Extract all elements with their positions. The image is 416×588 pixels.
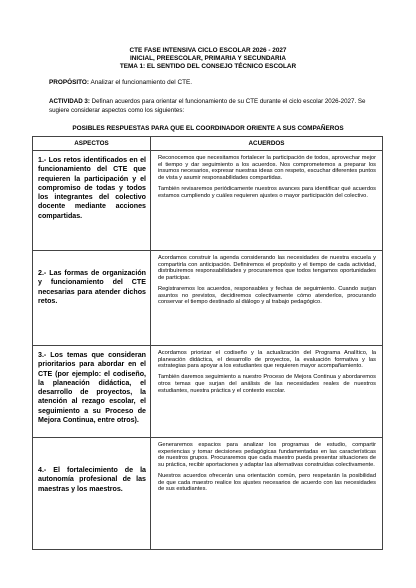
agreement-paragraph: También revisaremos periódicamente nuestros avances para identificar qué acuerdos estamos cumpliendo y cuáles requieren ajustes o mayor participación del colectivo.: [158, 185, 376, 199]
agreement-cell: [151, 438, 383, 550]
table-row: [33, 251, 383, 346]
header-line-3: TEMA 1: EL SENTIDO DEL CONSEJO TÉCNICO ESCOLAR: [119, 63, 297, 70]
agreement-paragraph: Generaremos espacios para analizar los programas de estudio, compartir experiencias y tomar decisiones pedagógicas fundamentadas en las características de nuestros grupos. Procuraremos que cada maestro pueda presentar situaciones de su práctica, recibir aportaciones y adaptar las alternativas construidas colectivamente.: [158, 442, 376, 469]
column-header-aspectos: ASPECTOS: [33, 137, 151, 151]
agreement-paragraph: Nuestros acuerdos ofrecerán una orientación común, pero respetarán la posibilidad de que cada maestro realice los ajustes necesarios de acuerdo con las necesidades de sus estudiantes.: [158, 472, 376, 493]
activity-paragraph: [49, 98, 371, 115]
aspect-cell: 3.- Los temas que consideran prioritarios para abordar en el CTE (por ejemplo: el codiseño, la planeación didáctica, el desarrollo de proyectos, la atención al rezago escolar, el seguimiento a su Proceso de Mejora Continua, entre otros).: [33, 346, 151, 438]
responses-table: [32, 136, 383, 550]
header-line-1: CTE FASE INTENSIVA CICLO ESCOLAR 2026 - 2027: [129, 47, 287, 54]
header-line-2: INICIAL, PREESCOLAR, PRIMARIA Y SECUNDARIA: [129, 55, 287, 62]
table-title: POSIBLES RESPUESTAS PARA QUE EL COORDINADOR ORIENTE A SUS COMPAÑEROS: [72, 125, 344, 132]
agreement-paragraph: También daremos seguimiento a nuestro Proceso de Mejora Continua y abordaremos otros temas que surjan del análisis de las necesidades reales de nuestros estudiantes, nuestra práctica y el contexto escolar.: [158, 374, 376, 394]
purpose-label: PROPÓSITO:: [49, 79, 90, 86]
table-row: [33, 346, 383, 438]
purpose-text: Analizar el funcionamiento del CTE.: [90, 79, 193, 86]
purpose-line: [49, 79, 192, 87]
table-row: [33, 151, 383, 251]
activity-label: ACTIVIDAD 3:: [49, 98, 90, 105]
agreement-cell: [151, 151, 383, 251]
agreement-paragraph: Reconocemos que necesitamos fortalecer la participación de todos, aprovechar mejor el tiempo y dar seguimiento a los acuerdos. Nos comprometemos a preparar los insumos necesarios, expresar nuestras ideas con respeto, escuchar diferentes puntos de vista y asumir responsabilidades compartidas.: [158, 155, 376, 182]
table-row: [33, 438, 383, 550]
table-header-row: [33, 137, 383, 151]
column-header-acuerdos: ACUERDOS: [151, 137, 383, 151]
agreement-paragraph: Acordamos construir la agenda considerando las necesidades de nuestra escuela y compartirla con anticipación. Definiremos el propósito y el tiempo de cada actividad, distribuiremos responsabilidades y procuraremos que todos tengamos oportunidades de participar.: [158, 255, 376, 282]
agreement-paragraph: Registraremos los acuerdos, responsables y fechas de seguimiento. Cuando surjan asuntos no previstos, decidiremos colectivamente cómo atenderlos, procurando conservar el tiempo destinado al diálogo y al trabajo pedagógico.: [158, 285, 376, 306]
aspect-cell: 4.- El fortalecimiento de la autonomía profesional de las maestras y los maestros.: [33, 438, 151, 550]
aspect-cell: 2.- Las formas de organización y funcionamiento del CTE necesarias para atender dichos retos.: [33, 251, 151, 346]
agreement-cell: [151, 251, 383, 346]
activity-text: Definan acuerdos para orientar el funcionamiento de su CTE durante el ciclo escolar 2026-2027. Se sugiere considerar aspectos como los siguientes:: [49, 98, 366, 114]
agreement-cell: [151, 346, 383, 438]
agreement-paragraph: Acordamos priorizar el codiseño y la actualización del Programa Analítico, la planeación didáctica, el desarrollo de proyectos, la evaluación formativa y las estrategias para apoyar a los estudiantes que requieren mayor acompañamiento.: [158, 350, 376, 370]
aspect-cell: 1.- Los retos identificados en el funcionamiento del CTE que requieren la participación y el compromiso de todas y todos los integrantes del colectivo docente mediante acciones compartidas.: [33, 151, 151, 251]
